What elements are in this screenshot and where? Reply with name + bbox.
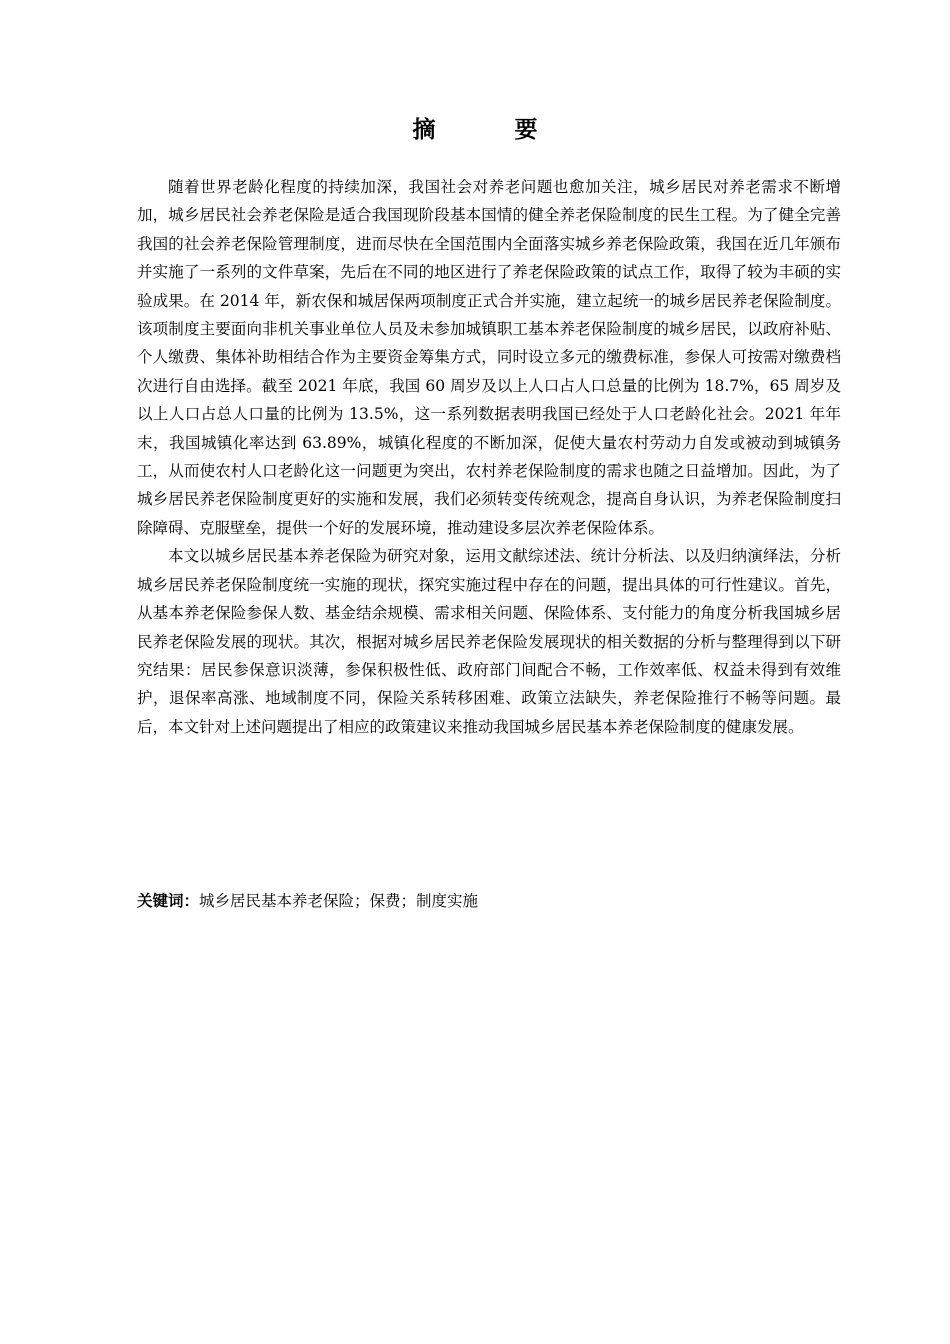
abstract-body: [137, 173, 841, 741]
abstract-paragraph-1: 随着世界老龄化程度的持续加深，我国社会对养老问题也愈加关注，城乡居民对养老需求不断增加，城乡居民社会养老保险是适合我国现阶段基本国情的健全养老保险制度的民生工程。为了健全完善我国的社会养老保险管理制度，进而尽快在全国范围内全面落实城乡养老保险政策，我国在近几年颁布并实施了一系列的文件草案，先后在不同的地区进行了养老保险政策的试点工作，取得了较为丰硕的实验成果。在 2014 年，新农保和城居保两项制度正式合并实施，建立起统一的城乡居民养老保险制度。该项制度主要面向非机关事业单位人员及未参加城镇职工基本养老保险制度的城乡居民，以政府补贴、个人缴费、集体补助相结合作为主要资金筹集方式，同时设立多元的缴费标准，参保人可按需对缴费档次进行自由选择。截至 2021 年底，我国 60 周岁及以上人口占人口总量的比例为 18.7%，65 周岁及以上人口占总人口量的比例为 13.5%，这一系列数据表明我国已经处于人口老龄化社会。2021 年年末，我国城镇化率达到 63.89%，城镇化程度的不断加深，促使大量农村劳动力自发或被动到城镇务工，从而使农村人口老龄化这一问题更为突出，农村养老保险制度的需求也随之日益增加。因此，为了城乡居民养老保险制度更好的实施和发展，我们必须转变传统观念，提高自身认识，为养老保险制度扫除障碍、克服壁垒，提供一个好的发展环境，推动建设多层次养老保险体系。: [137, 178, 841, 537]
keywords-label: 关键词：: [137, 892, 200, 910]
keywords-text: 城乡居民基本养老保险；保费；制度实施: [199, 892, 479, 910]
keywords-line: [137, 888, 841, 914]
abstract-paragraph-2: 本文以城乡居民基本养老保险为研究对象，运用文献综述法、统计分析法、以及归纳演绎法，分析城乡居民养老保险制度统一实施的现状，探究实施过程中存在的问题，提出具体的可行性建议。首先，从基本养老保险参保人数、基金结余规模、需求相关问题、保险体系、支付能力的角度分析我国城乡居民养老保险发展的现状。其次，根据对城乡居民养老保险发展现状的相关数据的分析与整理得到以下研究结果：居民参保意识淡薄，参保积极性低、政府部门间配合不畅，工作效率低、权益未得到有效维护，退保率高涨、地域制度不同，保险关系转移困难、政策立法缺失，养老保险推行不畅等问题。最后，本文针对上述问题提出了相应的政策建议来推动我国城乡居民基本养老保险制度的健康发展。: [137, 547, 841, 736]
abstract-title: 摘 要: [412, 117, 566, 143]
